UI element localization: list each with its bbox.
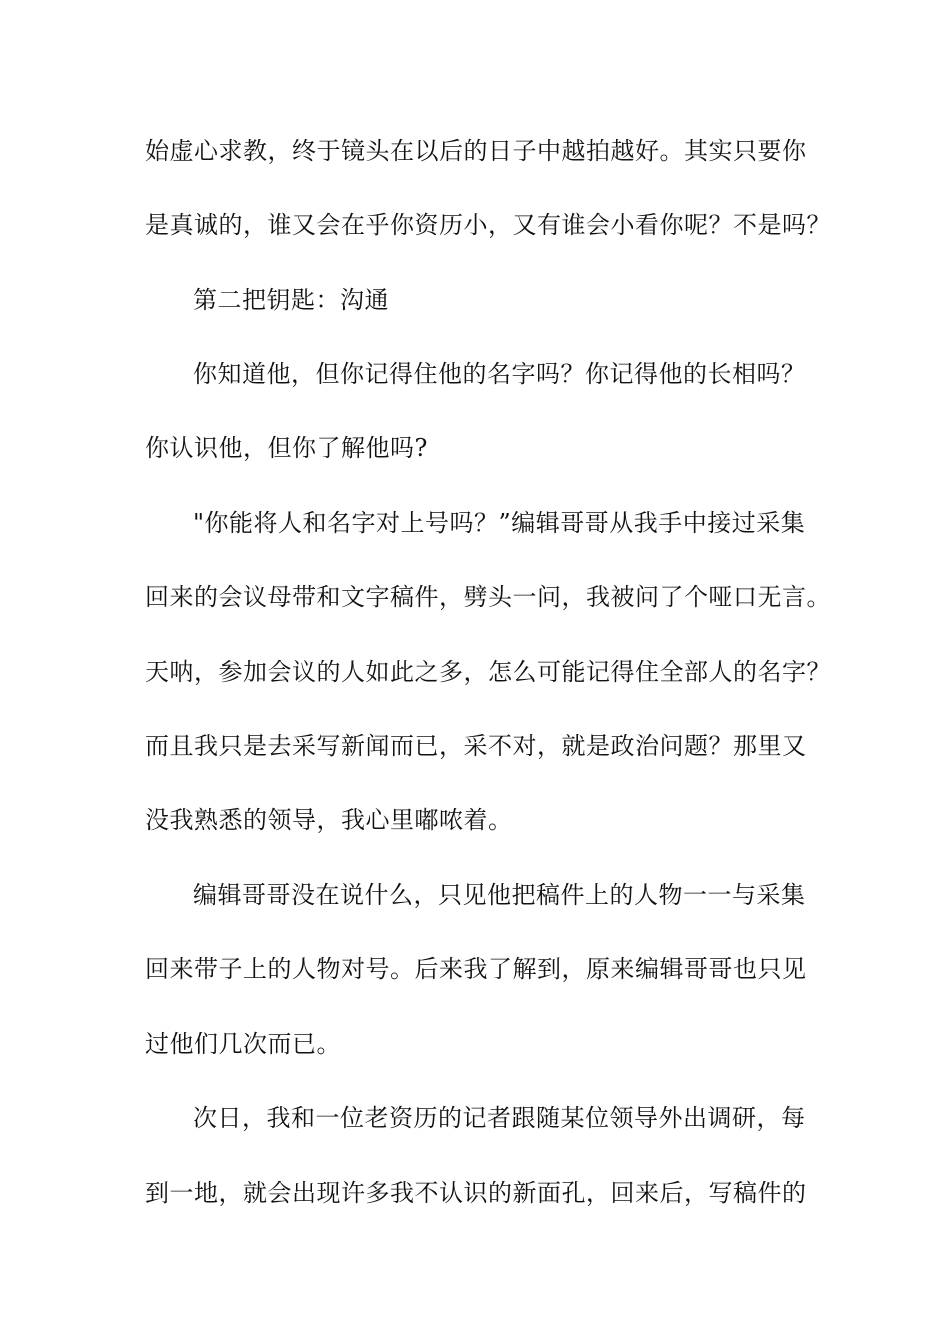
text-line: 编辑哥哥没在说什么，只见他把稿件上的人物一一与采集 <box>193 881 806 909</box>
text-line: 回来带子上的人物对号。后来我了解到，原来编辑哥哥也只见 <box>145 955 807 983</box>
text-line: 过他们几次而已。 <box>145 1030 341 1058</box>
text-line: 到一地，就会出现许多我不认识的新面孔，回来后，写稿件的 <box>145 1179 807 1207</box>
text-line: 回来的会议母带和文字稿件，劈头一问，我被问了个哑口无言。 <box>145 583 831 611</box>
text-line: 而且我只是去采写新闻而已，采不对，就是政治问题？那里又 <box>145 732 807 760</box>
text-line: 天呐，参加会议的人如此之多，怎么可能记得住全部人的名字？ <box>145 658 831 686</box>
text-line: 始虚心求教，终于镜头在以后的日子中越拍越好。其实只要你 <box>145 137 807 165</box>
text-line: "你能将人和名字对上号吗？”编辑哥哥从我手中接过采集 <box>193 509 806 537</box>
text-line: 没我熟悉的领导，我心里嘟哝着。 <box>145 806 513 834</box>
text-line: 次日，我和一位老资历的记者跟随某位领导外出调研，每 <box>193 1104 806 1132</box>
text-line: 是真诚的，谁又会在乎你资历小，又有谁会小看你呢？不是吗？ <box>145 211 831 239</box>
text-line: 你知道他，但你记得住他的名字吗？你记得他的长相吗？ <box>193 360 806 388</box>
section-heading: 第二把钥匙：沟通 <box>193 286 389 314</box>
text-line: 你认识他，但你了解他吗? <box>145 434 428 462</box>
